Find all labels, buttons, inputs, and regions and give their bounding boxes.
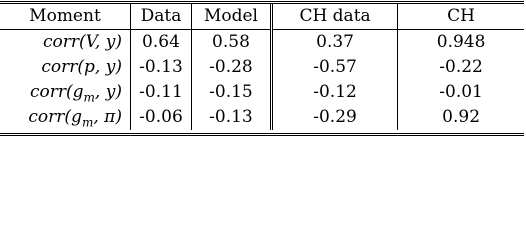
data-cell: -0.13 (130, 55, 191, 80)
bottom-rule (0, 133, 524, 134)
header-moment: Moment (0, 4, 130, 30)
model-cell: 0.58 (191, 30, 271, 56)
ch-data-cell: -0.57 (271, 55, 397, 80)
data-cell: -0.06 (130, 105, 191, 130)
ch-cell: 0.948 (398, 30, 524, 56)
table-row (0, 105, 524, 130)
model-cell: -0.13 (191, 105, 271, 130)
table-row (0, 30, 524, 56)
ch-data-cell: 0.37 (271, 30, 397, 56)
header-ch: CH (398, 4, 524, 30)
header-model: Model (191, 4, 271, 30)
moment-cell: $corr(g_m$, y) (29, 82, 122, 105)
ch-data-cell: -0.12 (271, 80, 397, 105)
data-cell: -0.11 (130, 80, 191, 105)
ch-cell: 0.92 (398, 105, 524, 130)
ch-cell: -0.22 (398, 55, 524, 80)
header-row (0, 4, 524, 30)
header-ch-data: CH data (271, 4, 397, 30)
model-cell: -0.28 (191, 55, 271, 80)
table-row (0, 80, 524, 105)
moments-table (0, 4, 524, 130)
header-data: Data (130, 4, 191, 30)
ch-cell: -0.01 (398, 80, 524, 105)
top-rule (0, 1, 524, 2)
data-cell: 0.64 (130, 30, 191, 56)
bottom-rule-inner (0, 135, 524, 136)
moment-cell: $corr(g_m$, π) (28, 107, 122, 130)
model-cell: -0.15 (191, 80, 271, 105)
table-row (0, 55, 524, 80)
moment-cell: corr(p, y) (41, 57, 122, 77)
moment-cell: corr(V, y) (42, 32, 122, 52)
ch-data-cell: -0.29 (271, 105, 397, 130)
